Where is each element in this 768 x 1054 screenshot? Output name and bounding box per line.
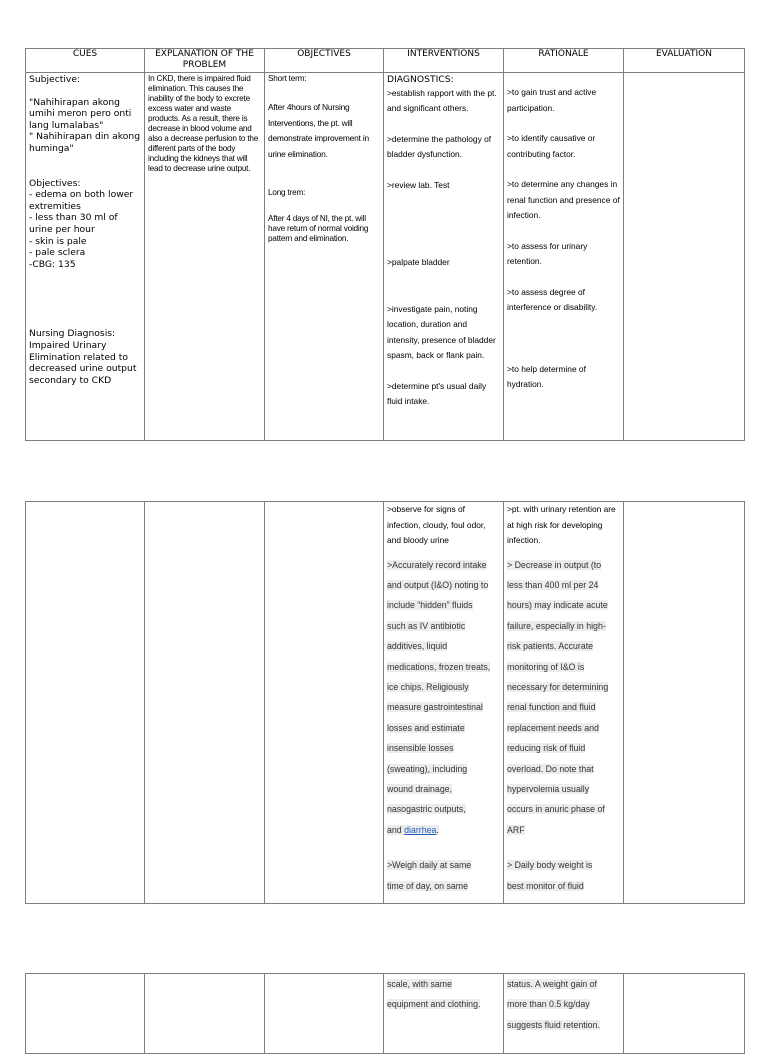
io-rationale-line: renal function and fluid xyxy=(507,702,596,713)
cues-cell xyxy=(26,502,145,904)
weight-cont-line: status. A weight gain of xyxy=(507,979,597,989)
evaluation-cell xyxy=(624,73,745,441)
header-cues: CUES xyxy=(26,49,145,73)
intervention-item: >investigate pain, noting location, duration and intensity, presence of bladder spasm, back or flank pain. xyxy=(387,303,496,361)
interventions-cell xyxy=(384,73,504,441)
io-line: measure gastrointestinal xyxy=(387,702,483,713)
io-line: (sweating), including xyxy=(387,763,468,774)
short-term-text: After 4hours of Nursing Interventions, the pt. will demonstrate improvement in urine elimination. xyxy=(268,102,369,159)
header-interventions: INTERVENTIONS xyxy=(384,49,504,73)
objective-item: - pale sclera xyxy=(29,247,86,259)
long-term-text: After 4 days of NI, the pt. will have return of normal voiding pattern and elimination. xyxy=(268,214,369,243)
io-line: losses and estimate xyxy=(387,722,465,733)
intervention-item: >determine the pathology of bladder dysfunction. xyxy=(387,133,492,160)
rationale-cell xyxy=(504,974,624,1054)
io-rationale-line: hours) may indicate acute xyxy=(507,600,608,611)
objective-item: - less than 30 ml of urine per hour xyxy=(29,212,118,235)
rationale-item: >to determine any changes in renal function and presence of infection. xyxy=(507,179,620,220)
intervention-item: >determine pt's usual daily fluid intake. xyxy=(387,380,487,407)
weigh-line: >Weigh daily at same xyxy=(387,860,472,871)
objective-item: -CBG: 135 xyxy=(29,258,76,270)
io-rationale-line: hypervolemia usually xyxy=(507,783,590,794)
explanation-text: In CKD, there is impaired fluid elimination. This causes the inability of the body to excrete excess water and waste products. As a result, there is decrease in blood volume and also a decrease perfusion to the different parts of the body including the kidneys that will lead to decrease urine output. xyxy=(148,74,259,173)
rationale-cell xyxy=(504,502,624,904)
io-line: additives, liquid xyxy=(387,641,448,652)
io-rationale-line: reducing risk of fluid xyxy=(507,743,586,754)
objectives-cell xyxy=(265,502,384,904)
weigh-line: time of day, on same xyxy=(387,880,469,891)
io-line: medications, frozen treats, xyxy=(387,661,491,672)
weight-cont-line: more than 0.5 kg/day xyxy=(507,999,590,1010)
header-evaluation: EVALUATION xyxy=(624,49,745,73)
objective-label: Objectives: xyxy=(29,177,81,189)
cues-cell xyxy=(26,73,145,441)
io-rationale-line: risk patients. Accurate xyxy=(507,641,594,652)
io-line: such as IV antibiotic xyxy=(387,620,466,631)
explanation-cell xyxy=(145,73,265,441)
io-line: include “hidden” fluids xyxy=(387,600,473,611)
io-rationale-line: replacement needs and xyxy=(507,722,599,733)
io-line: insensible losses xyxy=(387,743,454,754)
io-prefix: and xyxy=(387,824,405,835)
explanation-cell xyxy=(145,502,265,904)
care-plan-table-page2 xyxy=(25,501,745,904)
rationale-item: >pt. with urinary retention are at high risk for developing infection. xyxy=(507,504,616,545)
rationale-item-weight-cont xyxy=(507,974,620,1035)
subjective-quote-2: " Nahihirapan din akong huminga" xyxy=(29,131,141,154)
weigh-cont-line: scale, with same xyxy=(387,979,453,989)
intervention-item: >palpate bladder xyxy=(387,257,450,268)
io-line: ice chips. Religiously xyxy=(387,681,469,692)
header-objectives: OBJECTIVES xyxy=(265,49,384,73)
io-rationale-line: overload. Do note that xyxy=(507,763,594,774)
intervention-item-io xyxy=(387,555,500,820)
weight-rationale-line: > Daily body weight is xyxy=(507,860,593,871)
nursing-diagnosis-text: Impaired Urinary Elimination related to decreased urine output secondary to CKD xyxy=(29,339,137,386)
intervention-item: >observe for signs of infection, cloudy, foul odor, and bloody urine xyxy=(387,504,486,545)
header-explanation: EXPLANATION OF THE PROBLEM xyxy=(145,49,265,73)
objectives-cell xyxy=(265,974,384,1054)
weight-rationale-line: best monitor of fluid xyxy=(507,880,584,891)
care-plan-table-page3 xyxy=(25,973,745,1054)
short-term-label: Short term: xyxy=(268,74,307,83)
io-suffix: . xyxy=(436,824,439,835)
rationale-item-weight xyxy=(507,855,620,896)
rationale-cell xyxy=(504,73,624,441)
diarrhea-link[interactable]: diarrhea xyxy=(404,824,437,835)
io-rationale-line: necessary for determining xyxy=(507,681,609,692)
rationale-item: >to assess degree of interference or disability. xyxy=(507,286,598,312)
io-rationale-line: monitoring of I&O is xyxy=(507,661,585,672)
intervention-item-io-last xyxy=(387,820,500,840)
header-rationale: RATIONALE xyxy=(504,49,624,73)
cues-cell xyxy=(26,974,145,1054)
interventions-cell xyxy=(384,502,504,904)
interventions-cell xyxy=(384,974,504,1054)
rationale-item: >to gain trust and active participation. xyxy=(507,87,597,113)
weigh-cont-line: equipment and clothing. xyxy=(387,999,481,1010)
rationale-item: >to help determine of hydration. xyxy=(507,363,586,389)
explanation-cell xyxy=(145,974,265,1054)
rationale-item-io xyxy=(507,555,620,841)
rationale-item: >to assess for urinary retention. xyxy=(507,240,588,266)
objective-item: - edema on both lower extremities xyxy=(29,189,134,212)
evaluation-cell xyxy=(624,974,745,1054)
subjective-quote-1: "Nahihirapan akong umihi meron pero onti lang lumalabas" xyxy=(29,96,132,131)
objective-item: - skin is pale xyxy=(29,235,87,247)
intervention-item-weigh-cont xyxy=(387,974,500,1015)
io-rationale-line: less than 400 ml per 24 xyxy=(507,579,599,590)
diagnostics-label: DIAGNOSTICS: xyxy=(387,74,454,85)
rationale-item: >to identify causative or contributing factor. xyxy=(507,133,596,159)
io-rationale-line: failure, especially in high- xyxy=(507,620,606,631)
intervention-item: >review lab. Test xyxy=(387,179,450,190)
io-rationale-line: ARF xyxy=(507,824,525,835)
objectives-cell xyxy=(265,73,384,441)
io-rationale-line: > Decrease in output (to xyxy=(507,559,602,570)
intervention-item: >establish rapport with the pt. and significant others. xyxy=(387,87,497,114)
subjective-label: Subjective: xyxy=(29,74,81,85)
intervention-item-weigh xyxy=(387,855,500,896)
evaluation-cell xyxy=(624,502,745,904)
io-line: wound drainage, xyxy=(387,783,453,794)
care-plan-table-page1 xyxy=(25,48,745,441)
long-term-label: Long trem: xyxy=(268,188,306,197)
io-rationale-line: occurs in anuric phase of xyxy=(507,804,605,815)
weight-cont-line: suggests fluid retention. xyxy=(507,1019,600,1030)
nursing-diagnosis-label: Nursing Diagnosis: xyxy=(29,328,116,340)
io-line: and output (I&O) noting to xyxy=(387,579,489,590)
io-line: nasogastric outputs, xyxy=(387,804,466,815)
io-line: >Accurately record intake xyxy=(387,559,487,570)
